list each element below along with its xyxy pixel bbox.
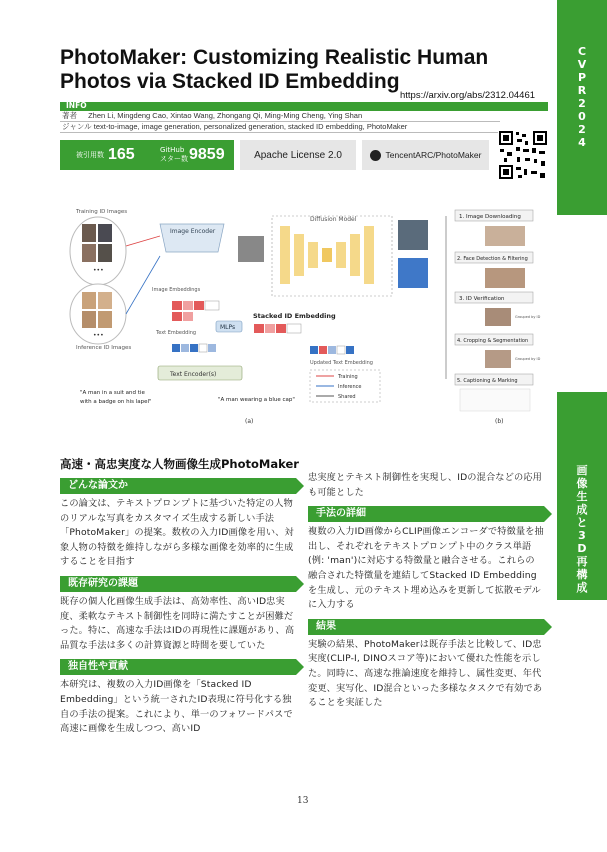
caption-b: (b) xyxy=(495,418,504,425)
citations-count: 165 xyxy=(108,146,135,163)
training-ellipsis: ••• xyxy=(93,267,104,274)
section-body-overview: この論文は、テキストプロンプトに基づいた特定の人物のリアルな写真をカスタマイズ生成する新しい手法「PhotoMaker」の提案。数枚の入力ID画像を用い、対象人物の特徴を維持しながら多様な画像を効率的に生成することを目指す xyxy=(60,498,294,568)
arxiv-link[interactable]: https://arxiv.org/abs/2312.04461 xyxy=(400,90,536,101)
stars-count: 9859 xyxy=(189,146,225,163)
section-body-contribution: 本研究は、複数の入力ID画像を「Stacked ID Embedding」という統一されたID表現に符号化する独自の手法の提案。これにより、単一のフォワードパスで高速に画像を生成しつつ、高いID xyxy=(60,679,293,735)
prompt-left-line-2: with a badge on his lapel" xyxy=(80,399,152,405)
image-embeddings-label: Image Embeddings xyxy=(152,287,201,293)
text-embedding-label: Text Embedding xyxy=(156,330,197,336)
text-embedding-tokens xyxy=(172,344,216,352)
repo-badge[interactable] xyxy=(362,140,489,170)
license-text: Apache License 2.0 xyxy=(254,149,342,161)
prompt-left-line-1: "A man in a suit and tie xyxy=(80,390,145,396)
section-heading-challenges: 既存研究の課題 xyxy=(60,576,296,592)
citations-label: 被引用数 xyxy=(76,151,104,159)
stars-label-2: スター数 xyxy=(160,155,188,163)
inference-face-3 xyxy=(82,311,96,328)
license-badge xyxy=(240,140,356,170)
section-body-contribution-cont: 忠実度とテキスト制御性を実現し、IDの混合などの応用も可能とした xyxy=(308,472,542,498)
updated-text-label: Updated Text Embedding xyxy=(310,360,373,366)
info-bar xyxy=(60,102,308,111)
stacked-id-tokens xyxy=(254,324,301,333)
training-arrow xyxy=(126,236,160,246)
genre-row xyxy=(60,122,500,133)
info-label: INFO xyxy=(66,101,87,110)
pipeline-step-2: 2. Face Detection & Filtering xyxy=(457,256,528,262)
section-heading-results: 結果 xyxy=(308,619,544,635)
page-number: 13 xyxy=(297,796,309,806)
paper-meta xyxy=(60,111,500,133)
unet-blocks xyxy=(280,226,374,284)
output-image-2 xyxy=(398,258,428,288)
inference-face-2 xyxy=(98,292,112,309)
pipeline-step-4: 4. Cropping & Segmentation xyxy=(457,338,529,344)
training-face-3 xyxy=(82,244,96,262)
right-column xyxy=(308,471,544,717)
pipeline-step-3: 3. ID Verification xyxy=(459,296,505,302)
diffusion-model-label: Diffusion Model xyxy=(310,216,357,223)
image-embedding-tokens xyxy=(172,301,219,321)
output-image-1 xyxy=(398,220,428,250)
paper-title: PhotoMaker: Customizing Realistic Human Photos via Stacked ID Embedding xyxy=(60,46,489,93)
category-label: 画像生成と3D再構成 xyxy=(576,464,588,594)
text-encoder-label: Text Encoder(s) xyxy=(170,371,217,378)
summary-headline: 高速・高忠実度な人物画像生成PhotoMaker xyxy=(60,457,299,471)
category-side-tab xyxy=(557,392,607,600)
section-body-method: 複数の入力ID画像からCLIP画像エンコーダで特徴量を抽出し、それぞれをテキストプロンプト中のクラス単語(例: 'man')に対応する特徴量と融合させる。これらの融合された特徴量を連結してStacked ID Embeddingを生成し、元のテキスト埋め込みを更新して拡散モデルに入力する xyxy=(308,526,544,611)
inference-arrow xyxy=(126,256,160,314)
method-figure xyxy=(60,196,550,431)
training-face-1 xyxy=(82,224,96,242)
pipeline-step-5: 5. Captioning & Marking xyxy=(457,378,518,384)
qr-code-icon xyxy=(498,130,548,180)
grouped-label-1: Grouped by ID xyxy=(515,315,541,319)
image-encoder-label: Image Encoder xyxy=(170,228,216,235)
authors-row xyxy=(60,111,500,122)
inference-ellipsis: ••• xyxy=(93,332,104,339)
pipeline-step-1: 1. Image Downloading xyxy=(459,214,521,220)
repo-text: TencentARC/PhotoMaker xyxy=(385,150,482,160)
data-pipeline xyxy=(446,210,541,411)
legend-shared: Shared xyxy=(338,394,356,400)
section-heading-method: 手法の詳細 xyxy=(308,506,544,522)
genre-value: text-to-image, image generation, personalized generation, stacked ID embedding, PhotoMaker xyxy=(93,122,408,131)
prompt-right: "A man wearing a blue cap" xyxy=(218,397,295,403)
training-face-2 xyxy=(98,224,112,242)
noise-image xyxy=(238,236,264,262)
section-heading-overview: どんな論文か xyxy=(60,478,296,494)
caption-a: (a) xyxy=(245,418,254,425)
training-images-label: Training ID Images xyxy=(76,209,128,215)
grouped-label-2: Grouped by ID xyxy=(515,357,541,361)
section-body-challenges: 既存の個人化画像生成手法は、高効率性、高いID忠実度、柔軟なテキスト制御性を同時に満たすことが困難だった。特に、高速な手法はIDの再現性に課題があり、高品質な手法は多くの計算資源と時間を要していた xyxy=(60,595,295,651)
github-icon xyxy=(370,150,381,161)
authors-value: Zhen Li, Mingdeng Cao, Xintao Wang, Zhongang Qi, Ming-Ming Cheng, Ying Shan xyxy=(88,111,363,120)
conference-side-tab xyxy=(557,0,607,215)
left-column xyxy=(60,478,296,743)
inference-images-label: Inference ID Images xyxy=(76,345,132,351)
conference-label: CVPR2024 xyxy=(577,45,587,149)
legend-inference: Inference xyxy=(338,384,362,390)
genre-label: ジャンル xyxy=(62,122,92,131)
training-face-4 xyxy=(98,244,112,262)
info-bar-right xyxy=(308,102,548,111)
stats-panel xyxy=(60,140,234,170)
inference-face-1 xyxy=(82,292,96,309)
section-body-results: 実験の結果、PhotoMakerは既存手法と比較して、ID忠実度(CLIP-I, DINOスコア等)において優れた性能を示した。同時に、高速な推論速度を維持し、属性変更、年代変更、実写化、ID混合といった多様なタスクで有効であることを実証した xyxy=(308,638,543,709)
updated-text-tokens xyxy=(310,346,354,354)
authors-label: 著者 xyxy=(62,111,77,120)
section-heading-contribution: 独自性や貢献 xyxy=(60,659,296,675)
inference-face-4 xyxy=(98,311,112,328)
stars-label-1: GitHub xyxy=(160,146,185,154)
legend-training: Training xyxy=(338,374,358,380)
mlps-label: MLPs xyxy=(220,324,236,331)
stacked-id-label: Stacked ID Embedding xyxy=(253,312,336,320)
